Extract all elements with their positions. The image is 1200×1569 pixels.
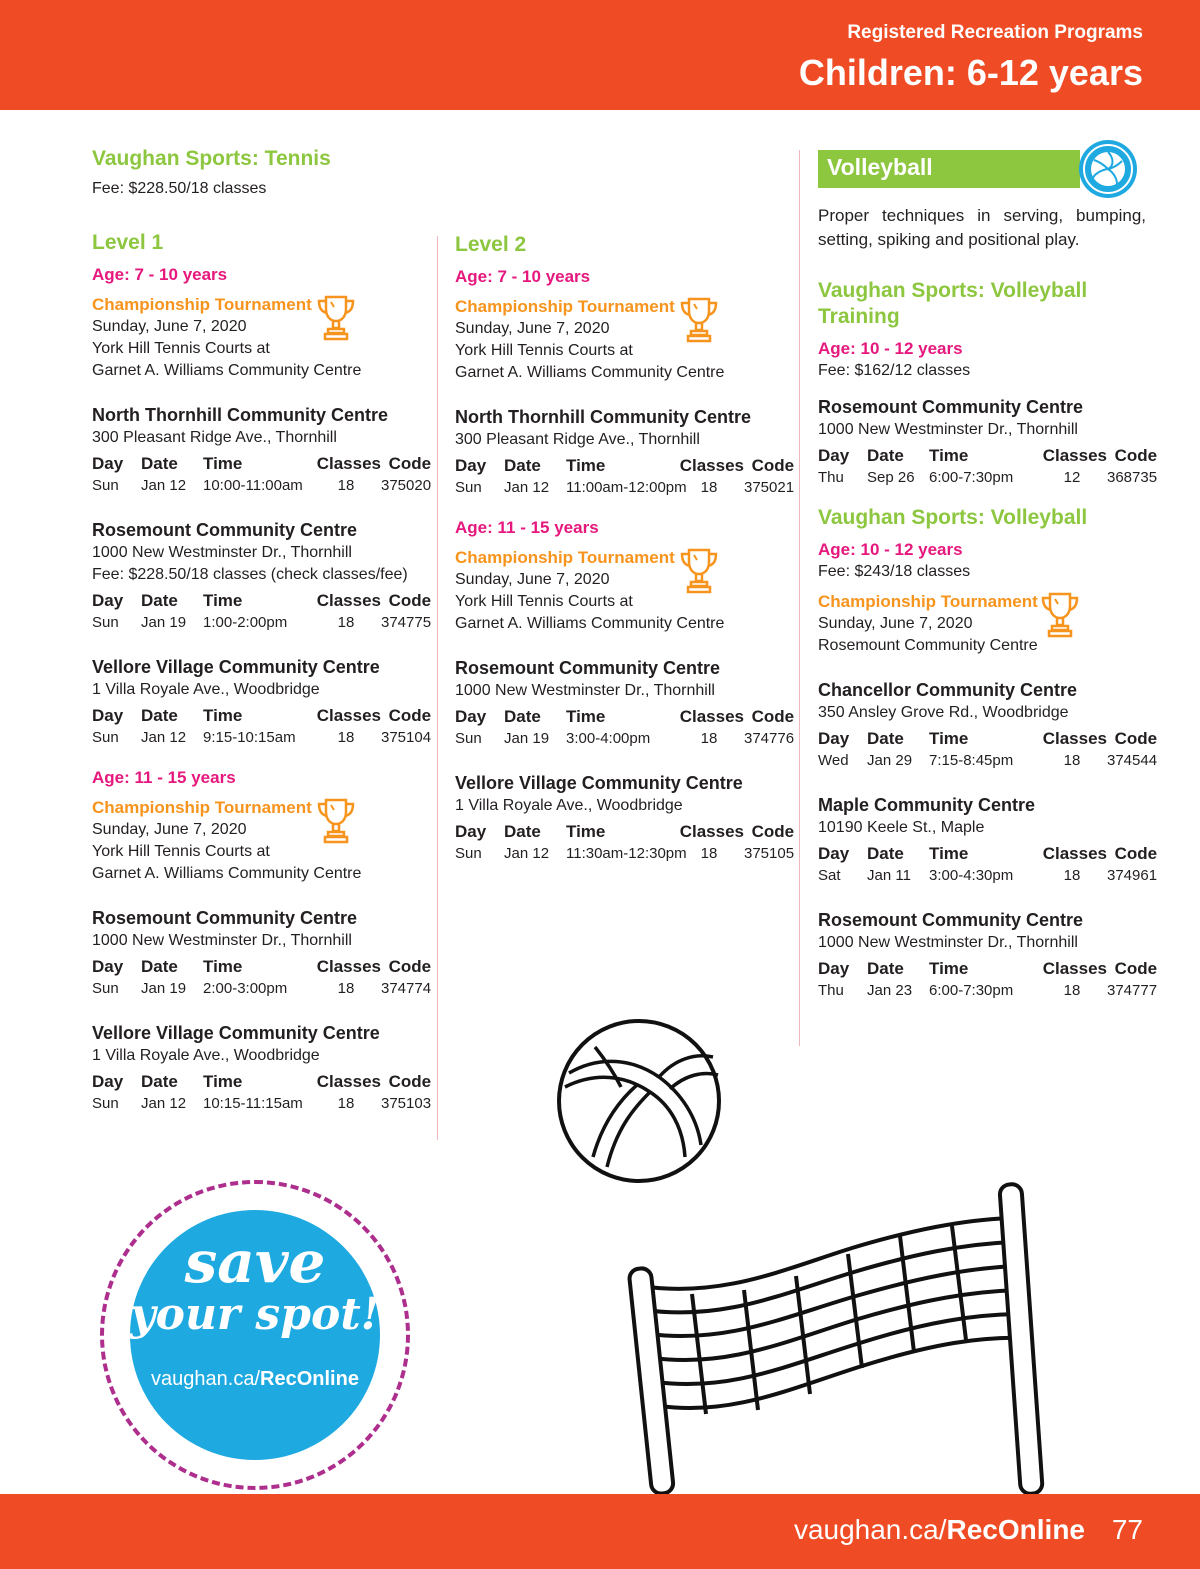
col-header-classes: Classes <box>316 1072 381 1091</box>
col-header-code: Code <box>388 454 432 473</box>
tournament-block <box>92 294 422 382</box>
col-header-time: Time <box>929 844 969 863</box>
footer-url-prefix: vaughan.ca/ <box>793 1514 947 1545</box>
col-header-time: Time <box>566 456 606 475</box>
volleyball-net-illustration <box>612 1178 1082 1494</box>
cell-day: Sun <box>92 477 119 494</box>
col-header-classes: Classes <box>1042 729 1107 748</box>
cell-time: 11:00am-12:00pm <box>566 479 687 496</box>
col-header-code: Code <box>388 591 432 610</box>
location-block <box>92 519 432 634</box>
tournament-date: Sunday, June 7, 2020 <box>818 615 973 632</box>
cell-code: 374961 <box>1107 867 1158 884</box>
col-header-classes: Classes <box>679 456 744 475</box>
location-name: North Thornhill Community Centre <box>92 405 388 425</box>
col-header-day: Day <box>92 1072 124 1091</box>
column-divider <box>799 150 800 1046</box>
col-header-date: Date <box>504 707 541 726</box>
col-header-date: Date <box>504 822 541 841</box>
tournament-location: Garnet A. Williams Community Centre <box>92 865 362 882</box>
col-header-code: Code <box>388 957 432 976</box>
col-header-time: Time <box>929 446 969 465</box>
trophy-icon <box>316 294 356 342</box>
tournament-block <box>455 296 785 384</box>
schedule-table <box>455 455 795 499</box>
col-header-date: Date <box>504 456 541 475</box>
cell-day: Sun <box>92 614 119 631</box>
location-address: 350 Ansley Grove Rd., Woodbridge <box>818 704 1069 721</box>
col-header-classes: Classes <box>679 822 744 841</box>
cell-date: Sep 26 <box>867 469 915 486</box>
cell-code: 368735 <box>1107 469 1158 486</box>
banner-bar <box>818 150 1080 188</box>
location-name: Chancellor Community Centre <box>818 680 1078 700</box>
cell-classes: 18 <box>337 729 355 746</box>
page-title: Children: 6-12 years <box>798 52 1143 93</box>
location-block <box>92 1022 432 1115</box>
location-block <box>92 404 432 497</box>
col-header-classes: Classes <box>1042 446 1107 465</box>
cell-day: Sun <box>92 980 119 997</box>
schedule-table <box>92 956 432 1000</box>
program-title: Vaughan Sports: Tennis <box>92 147 331 170</box>
location-block <box>455 657 795 750</box>
location-address: 1000 New Westminster Dr., Thornhill <box>455 682 715 699</box>
cell-time: 11:30am-12:30pm <box>566 845 687 862</box>
col-header-date: Date <box>867 844 904 863</box>
cell-time: 2:00-3:00pm <box>203 980 288 997</box>
col-header-date: Date <box>141 591 178 610</box>
volleyball-column <box>818 146 1158 1002</box>
cell-day: Sun <box>455 479 482 496</box>
location-address: 1 Villa Royale Ave., Woodbridge <box>92 1047 320 1064</box>
tournament-location: York Hill Tennis Courts at <box>455 593 633 610</box>
cell-time: 6:00-7:30pm <box>929 469 1014 486</box>
location-block <box>92 907 432 1000</box>
cell-code: 374544 <box>1107 752 1158 769</box>
col-header-code: Code <box>388 1072 432 1091</box>
col-header-time: Time <box>203 957 243 976</box>
schedule-table <box>92 1071 432 1115</box>
col-header-code: Code <box>751 707 795 726</box>
location-address: 1 Villa Royale Ave., Woodbridge <box>92 681 320 698</box>
col-header-classes: Classes <box>1042 844 1107 863</box>
location-block <box>818 679 1158 772</box>
col-header-date: Date <box>867 446 904 465</box>
volleyball-banner <box>818 146 1146 192</box>
location-name: Vellore Village Community Centre <box>92 657 380 677</box>
cell-classes: 18 <box>337 477 355 494</box>
cell-time: 9:15-10:15am <box>203 729 296 746</box>
tournament-location: Garnet A. Williams Community Centre <box>92 362 362 379</box>
badge-spot-text: your spot! <box>130 1289 380 1340</box>
cell-date: Jan 12 <box>504 479 550 496</box>
cell-classes: 18 <box>700 845 718 862</box>
tournament-block <box>818 591 1146 657</box>
col-header-classes: Classes <box>316 957 381 976</box>
tournament-location: York Hill Tennis Courts at <box>455 342 633 359</box>
tournament-title: Championship Tournament <box>92 798 312 817</box>
cell-classes: 12 <box>1063 469 1081 486</box>
cell-date: Jan 12 <box>141 1095 187 1112</box>
cell-day: Sun <box>455 845 482 862</box>
cell-classes: 18 <box>1063 752 1081 769</box>
cell-classes: 18 <box>337 614 355 631</box>
age-heading: Age: 7 - 10 years <box>92 265 228 284</box>
tournament-date: Sunday, June 7, 2020 <box>92 318 247 335</box>
age-heading: Age: 10 - 12 years <box>818 540 963 559</box>
cell-classes: 18 <box>1063 982 1081 999</box>
page-header <box>0 0 1200 110</box>
cell-code: 374776 <box>744 730 795 747</box>
cell-time: 7:15-8:45pm <box>929 752 1014 769</box>
cell-classes: 18 <box>700 479 718 496</box>
badge-url-bold: RecOnline <box>260 1368 359 1390</box>
program-title: Vaughan Sports: Volleyball <box>818 506 1088 529</box>
cell-date: Jan 12 <box>141 729 187 746</box>
cell-code: 375103 <box>381 1095 432 1112</box>
level-heading: Level 2 <box>455 233 527 256</box>
trophy-icon <box>679 547 719 595</box>
col-header-classes: Classes <box>316 454 381 473</box>
col-header-code: Code <box>1114 446 1158 465</box>
location-address: 10190 Keele St., Maple <box>818 819 985 836</box>
cell-classes: 18 <box>1063 867 1081 884</box>
tournament-location: Garnet A. Williams Community Centre <box>455 364 725 381</box>
col-header-code: Code <box>1114 959 1158 978</box>
col-header-code: Code <box>751 822 795 841</box>
col-header-time: Time <box>203 454 243 473</box>
col-header-time: Time <box>929 729 969 748</box>
col-header-code: Code <box>1114 729 1158 748</box>
volleyball-icon <box>1070 140 1140 198</box>
location-block <box>92 656 432 749</box>
badge-url-prefix: vaughan.ca/ <box>151 1368 261 1390</box>
schedule-table <box>92 705 432 749</box>
col-header-day: Day <box>455 822 487 841</box>
program-fee: Fee: $243/18 classes <box>818 563 971 580</box>
col-header-day: Day <box>92 454 124 473</box>
cell-code: 375020 <box>381 477 432 494</box>
schedule-table <box>92 590 432 634</box>
program-description: Proper techniques in serving, bumping, setting, spiking and positional play. <box>818 206 1146 249</box>
cell-code: 374775 <box>381 614 432 631</box>
cell-code: 375105 <box>744 845 795 862</box>
tournament-date: Sunday, June 7, 2020 <box>455 320 610 337</box>
col-header-classes: Classes <box>316 591 381 610</box>
cell-time: 10:15-11:15am <box>203 1095 303 1112</box>
schedule-table <box>92 453 432 497</box>
badge-url[interactable] <box>100 1368 410 1391</box>
age-heading: Age: 11 - 15 years <box>455 518 599 537</box>
col-header-time: Time <box>566 707 606 726</box>
schedule-table <box>818 958 1158 1002</box>
location-block <box>818 909 1158 1002</box>
cell-date: Jan 11 <box>867 867 911 884</box>
badge-save-text: save <box>184 1228 326 1296</box>
tournament-title: Championship Tournament <box>455 297 675 316</box>
volleyball-illustration <box>555 1017 723 1185</box>
location-address: 300 Pleasant Ridge Ave., Thornhill <box>92 429 337 446</box>
cell-date: Jan 12 <box>504 845 550 862</box>
col-header-day: Day <box>455 456 487 475</box>
location-block <box>455 772 795 865</box>
tournament-block <box>455 547 785 635</box>
col-header-day: Day <box>455 707 487 726</box>
col-header-date: Date <box>867 729 904 748</box>
cell-day: Thu <box>818 982 844 999</box>
tournament-date: Sunday, June 7, 2020 <box>455 571 610 588</box>
col-header-date: Date <box>141 706 178 725</box>
tournament-block <box>92 797 422 885</box>
col-header-classes: Classes <box>679 707 744 726</box>
program-fee: Fee: $228.50/18 classes <box>92 180 267 197</box>
schedule-table <box>455 706 795 750</box>
schedule-table <box>818 445 1158 489</box>
cell-date: Jan 12 <box>141 477 187 494</box>
header-kicker: Registered Recreation Programs <box>847 22 1143 43</box>
location-address: 1000 New Westminster Dr., Thornhill <box>92 932 352 949</box>
location-name: North Thornhill Community Centre <box>455 407 751 427</box>
cell-date: Jan 19 <box>504 730 550 747</box>
cell-day: Sat <box>818 867 841 884</box>
cell-day: Sun <box>455 730 482 747</box>
banner-title: Volleyball <box>827 154 933 180</box>
col-header-day: Day <box>818 729 850 748</box>
col-header-time: Time <box>203 706 243 725</box>
col-header-time: Time <box>203 1072 243 1091</box>
program-title: Vaughan Sports: Volleyball Training <box>818 279 1088 328</box>
cell-time: 3:00-4:30pm <box>929 867 1014 884</box>
trophy-icon <box>1040 591 1080 639</box>
location-fee: Fee: $228.50/18 classes (check classes/fee) <box>92 566 408 583</box>
location-address: 1 Villa Royale Ave., Woodbridge <box>455 797 683 814</box>
tennis-level1-column <box>92 146 432 1115</box>
location-name: Rosemount Community Centre <box>92 520 358 540</box>
location-name: Maple Community Centre <box>818 795 1036 815</box>
col-header-code: Code <box>388 706 432 725</box>
cell-classes: 18 <box>700 730 718 747</box>
cell-date: Jan 29 <box>867 752 913 769</box>
col-header-day: Day <box>818 844 850 863</box>
age-heading: Age: 11 - 15 years <box>92 768 236 787</box>
cell-day: Thu <box>818 469 844 486</box>
cell-time: 10:00-11:00am <box>203 477 303 494</box>
cell-date: Jan 19 <box>141 980 187 997</box>
location-address: 1000 New Westminster Dr., Thornhill <box>818 934 1078 951</box>
cell-date: Jan 19 <box>141 614 187 631</box>
location-name: Vellore Village Community Centre <box>92 1023 380 1043</box>
save-your-spot-badge <box>100 1180 410 1490</box>
cell-day: Sun <box>92 729 119 746</box>
location-name: Rosemount Community Centre <box>818 910 1084 930</box>
footer-url-bold: RecOnline <box>946 1514 1085 1545</box>
cell-code: 374774 <box>381 980 432 997</box>
col-header-date: Date <box>867 959 904 978</box>
schedule-table <box>818 843 1158 887</box>
col-header-date: Date <box>141 454 178 473</box>
cell-classes: 18 <box>337 980 355 997</box>
program-fee: Fee: $162/12 classes <box>818 362 971 379</box>
tournament-location: Rosemount Community Centre <box>818 637 1038 654</box>
cell-time: 3:00-4:00pm <box>566 730 651 747</box>
tournament-date: Sunday, June 7, 2020 <box>92 821 247 838</box>
col-header-code: Code <box>751 456 795 475</box>
location-name: Rosemount Community Centre <box>818 397 1084 417</box>
col-header-time: Time <box>566 822 606 841</box>
col-header-day: Day <box>92 706 124 725</box>
age-heading: Age: 7 - 10 years <box>455 267 591 286</box>
location-address: 300 Pleasant Ridge Ave., Thornhill <box>455 431 700 448</box>
col-header-classes: Classes <box>1042 959 1107 978</box>
col-header-day: Day <box>818 959 850 978</box>
footer-url[interactable] <box>794 1514 1085 1546</box>
location-block <box>818 794 1158 887</box>
trophy-icon <box>679 296 719 344</box>
page-number: 77 <box>1111 1514 1143 1545</box>
cell-classes: 18 <box>337 1095 355 1112</box>
age-heading: Age: 10 - 12 years <box>818 339 963 358</box>
col-header-date: Date <box>141 957 178 976</box>
location-name: Vellore Village Community Centre <box>455 773 743 793</box>
col-header-time: Time <box>203 591 243 610</box>
tournament-location: Garnet A. Williams Community Centre <box>455 615 725 632</box>
col-header-date: Date <box>141 1072 178 1091</box>
col-header-classes: Classes <box>316 706 381 725</box>
col-header-code: Code <box>1114 844 1158 863</box>
column-divider <box>437 236 438 1140</box>
location-block <box>455 406 795 499</box>
location-name: Rosemount Community Centre <box>92 908 358 928</box>
cell-time: 1:00-2:00pm <box>203 614 288 631</box>
level-heading: Level 1 <box>92 231 164 254</box>
col-header-time: Time <box>929 959 969 978</box>
location-address: 1000 New Westminster Dr., Thornhill <box>818 421 1078 438</box>
cell-code: 375021 <box>744 479 795 496</box>
cell-day: Sun <box>92 1095 119 1112</box>
location-name: Rosemount Community Centre <box>455 658 721 678</box>
col-header-day: Day <box>818 446 850 465</box>
tournament-title: Championship Tournament <box>92 295 312 314</box>
tournament-title: Championship Tournament <box>818 592 1038 611</box>
tennis-level2-column <box>455 232 795 865</box>
tournament-title: Championship Tournament <box>455 548 675 567</box>
tournament-location: York Hill Tennis Courts at <box>92 843 270 860</box>
col-header-day: Day <box>92 957 124 976</box>
location-block <box>818 396 1158 489</box>
trophy-icon <box>316 797 356 845</box>
schedule-table <box>818 728 1158 772</box>
cell-time: 6:00-7:30pm <box>929 982 1014 999</box>
cell-day: Wed <box>818 752 849 769</box>
col-header-day: Day <box>92 591 124 610</box>
cell-code: 375104 <box>381 729 432 746</box>
cell-date: Jan 23 <box>867 982 913 999</box>
location-address: 1000 New Westminster Dr., Thornhill <box>92 544 352 561</box>
tournament-location: York Hill Tennis Courts at <box>92 340 270 357</box>
schedule-table <box>455 821 795 865</box>
page-footer <box>0 1494 1200 1569</box>
cell-code: 374777 <box>1107 982 1158 999</box>
